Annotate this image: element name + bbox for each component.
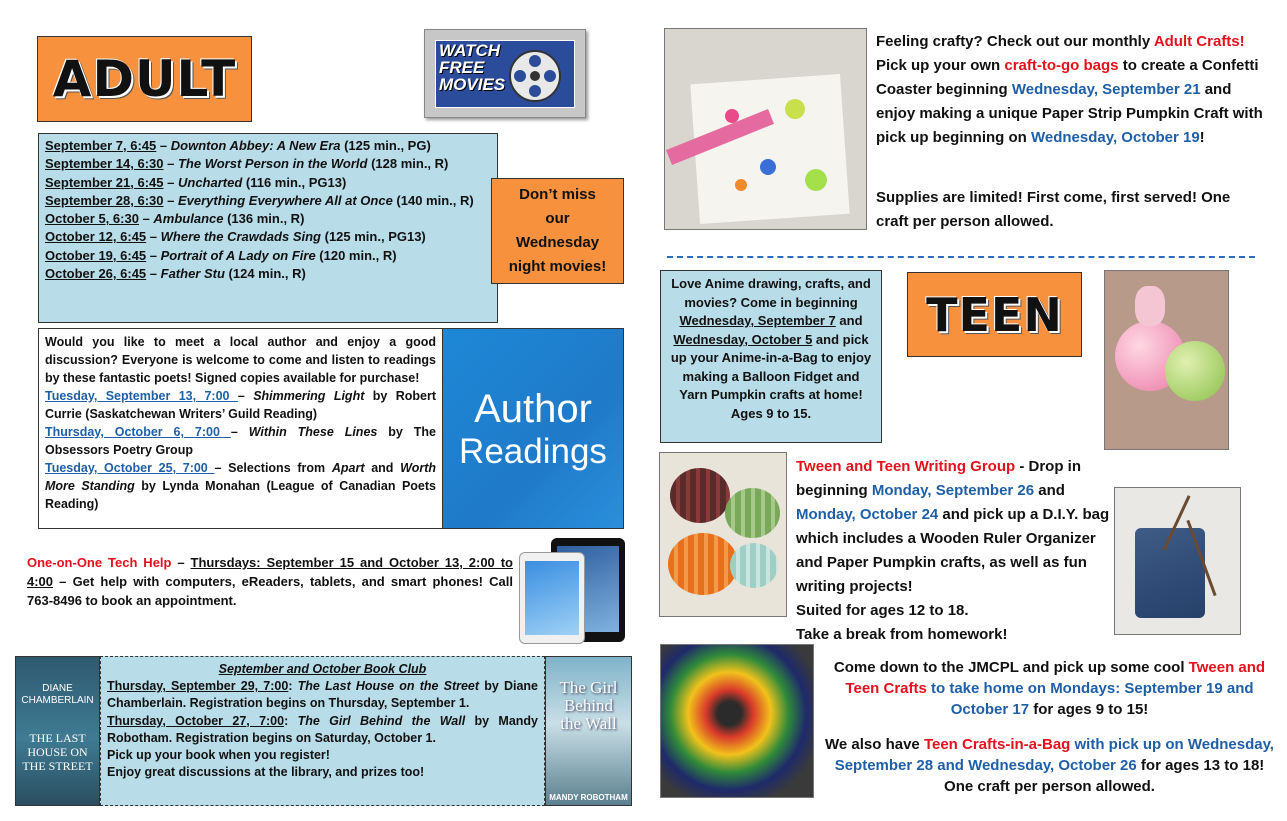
cover1-title: THE LAST HOUSE ON THE STREET [22, 731, 93, 773]
movie-entry: September 28, 6:30 – Everything Everywhere All at Once (140 min., R) [45, 192, 474, 208]
logo-line-1: WATCH [439, 41, 501, 60]
callout-line: Wednesday [515, 234, 600, 251]
writing-group-paragraph: Tween and Teen Writing Group - Drop in beginning Monday, September 26 and Monday, October 24 and pick up a D.I.Y. bag which includes a Wooden Ruler Organizer and Paper Pumpkin crafts, as well as fun writing projects! Suited for ages 12 to 18. Take a break from homework! [796, 455, 1111, 647]
callout-line: night movies! [508, 258, 607, 275]
logo-line-2: FREE [439, 58, 485, 77]
movie-entry: October 19, 6:45 – Portrait of A Lady on Fire (120 min., R) [45, 247, 397, 263]
callout-line: Don’t miss [519, 186, 596, 203]
reading-date-link[interactable]: Tuesday, October 25, 7:00 [45, 461, 215, 475]
teen-crafts-paragraph-2: We also have Teen Crafts-in-a-Bag with pick up on Wednesday, September 28 and Wednesday, October 26 for ages 13 to 18! One craft per person allowed. [825, 736, 1274, 795]
author-intro: Would you like to meet a local author and enjoy a good discussion? Everyone is welcome to come and listen to readings by these fantastic poets! Signed copies available for purchase! [45, 335, 436, 385]
film-reel-icon [507, 48, 563, 104]
jean-bag-photo [1114, 487, 1241, 635]
confetti-coaster-photo [664, 28, 867, 230]
book-club-title: September and October Book Club [218, 662, 427, 676]
watch-free-movies-logo [424, 29, 586, 118]
book-cover-2 [545, 656, 632, 806]
dont-miss-callout [491, 178, 624, 284]
teen-crafts-paragraph-1: Come down to the JMCPL and pick up some cool Tween and Teen Crafts to take home on Mondays: September 19 and October 17 for ages 9 to 15! [833, 659, 1266, 718]
author-image-line1: Author [474, 386, 592, 431]
writing-ages: Suited for ages 12 to 18. [796, 602, 969, 619]
book-entry: Thursday, October 27, 7:00: The Girl Behind the Wall by Mandy Robotham. Registration begins on Saturday, October 1. [107, 713, 538, 745]
book-club-line3: Pick up your book when you register! [107, 748, 330, 763]
section-divider [667, 256, 1255, 258]
movie-entry: September 21, 6:45 – Uncharted (116 min., PG13) [45, 174, 347, 190]
reading-entry: Thursday, October 6, 7:00 – Within These Lines by The Obsessors Poetry Group [45, 425, 436, 457]
tie-dye-craft-photo [660, 644, 814, 798]
cover2-author: MANDY ROBOTHAM [549, 793, 628, 802]
adult-header [37, 36, 252, 122]
tech-help-title: One-on-One Tech Help [27, 555, 172, 570]
anime-in-a-bag-box: Love Anime drawing, crafts, and movies? Come in beginning Wednesday, September 7 and Wednesday, October 5 and pick up your Anime-in-a-Bag to enjoy making a Balloon Fidget and Yarn Pumpkin crafts at home! Ages 9 to 15. [660, 270, 882, 443]
cover1-author: DIANE CHAMBERLAIN [21, 683, 94, 706]
author-readings-box [38, 328, 443, 529]
author-readings-image [442, 328, 624, 529]
book-cover-1 [15, 656, 100, 806]
book-entry: Thursday, September 29, 7:00: The Last House on the Street by Diane Chamberlain. Registration begins on Thursday, September 1. [107, 679, 539, 711]
tablet-image [519, 538, 627, 644]
movie-entry: September 7, 6:45 – Downton Abbey: A New Era (125 min., PG) [45, 138, 431, 153]
reading-date-link[interactable]: Thursday, October 6, 7:00 [45, 425, 231, 439]
movie-entry: October 26, 6:45 – Father Stu (124 min., R) [45, 266, 306, 282]
book-club-line4: Enjoy great discussions at the library, and prizes too! [107, 765, 425, 780]
tech-help-section: One-on-One Tech Help – Thursdays: September 15 and October 13, 2:00 to 4:00 – Get help with computers, eReaders, tablets, and smart phones! Call 763-8496 to book an appointment. [27, 555, 513, 608]
teen-header-text: TEEN [926, 287, 1063, 342]
reading-entry: Tuesday, October 25, 7:00 – Selections from Apart and Worth More Standing by Lynda Monahan (League of Canadian Poets Reading) [45, 461, 437, 511]
supplies-note: Supplies are limited! First come, first served! One craft per person allowed. [876, 189, 1231, 230]
movie-entry: September 14, 6:30 – The Worst Person in the World (128 min., R) [45, 156, 449, 172]
book-club-box [100, 656, 545, 806]
logo-line-3: MOVIES [439, 75, 506, 94]
cover2-title: The Girl Behind the Wall [559, 678, 618, 733]
reading-date-link[interactable]: Tuesday, September 13, 7:00 [45, 389, 238, 403]
movie-schedule [38, 133, 498, 323]
reading-entry: Tuesday, September 13, 7:00 – Shimmering Light by Robert Currie (Saskatchewan Writers’ Guild Reading) [45, 389, 437, 421]
adult-crafts-paragraph: Feeling crafty? Check out our monthly Adult Crafts! Pick up your own craft-to-go bags to create a Confetti Coaster beginning Wednesday, September 21 and enjoy making a unique Paper Strip Pumpkin Craft with pick up beginning on Wednesday, October 19! [876, 33, 1263, 146]
writing-tagline: Take a break from homework! [796, 626, 1008, 643]
teen-header [907, 272, 1082, 357]
movie-entry: October 5, 6:30 – Ambulance (136 min., R) [45, 211, 305, 227]
callout-line: our [545, 210, 570, 227]
movie-entry: October 12, 6:45 – Where the Crawdads Sing (125 min., PG13) [45, 229, 426, 245]
adult-header-text: ADULT [52, 50, 237, 108]
tech-help-when: Thursdays: September 15 and October 13, 2:00 to 4:00 [27, 555, 513, 589]
author-image-line2: Readings [459, 431, 607, 471]
paper-pumpkin-photo [659, 452, 787, 617]
balloon-fidget-photo [1104, 270, 1229, 450]
